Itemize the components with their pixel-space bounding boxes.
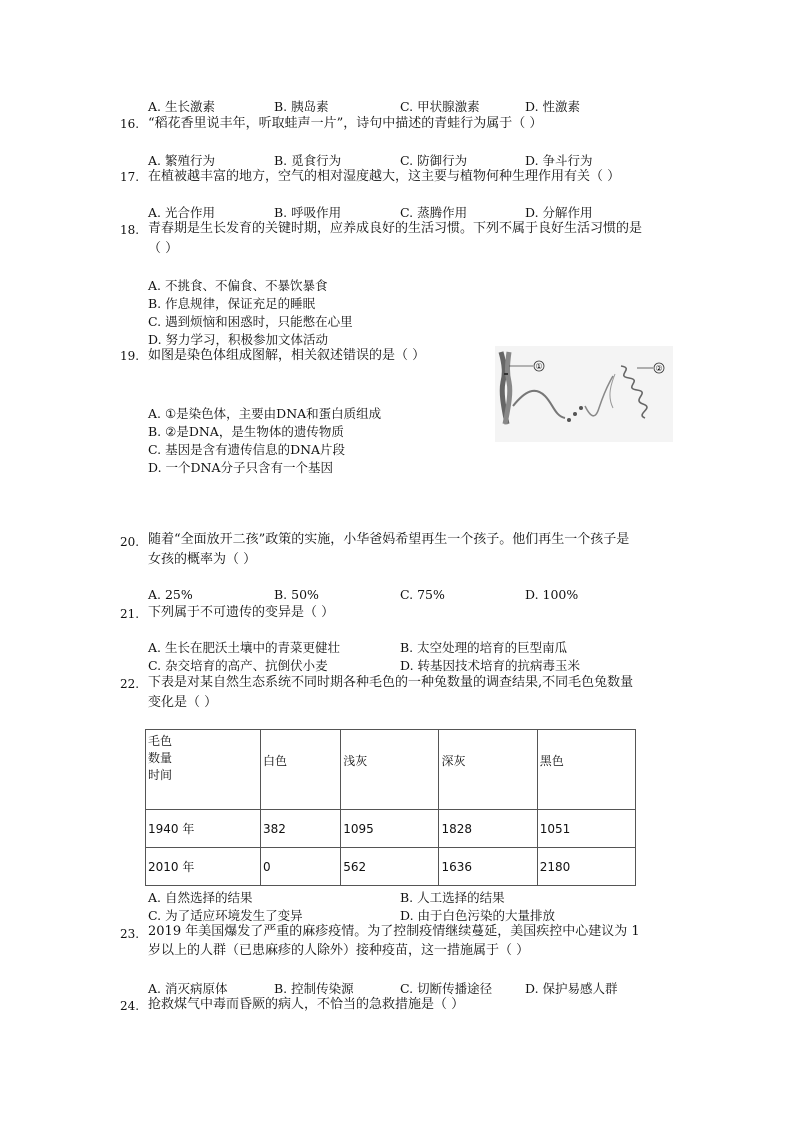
q15-option-a: A. 生长激素 [148,99,215,114]
q23-text-line2: 岁以上的人群（已患麻疹的人除外）接种疫苗，这一措施属于（ ） [148,943,530,958]
q22-number: 22. [120,677,140,691]
q18-text-line1: 青春期是生长发育的关键时期，应养成良好的生活习惯。下列不属于良好生活习惯的是 [148,221,643,236]
table-row [146,848,636,886]
q24-text: 抢救煤气中毒而昏厥的病人，不恰当的急救措施是（ ） [148,997,465,1012]
q22-option-d: D. 由于白色污染的大量排放 [400,908,556,923]
q16-option-a: A. 繁殖行为 [148,153,215,168]
q20-text-line2: 女孩的概率为（ ） [148,552,257,567]
q19-number: 19. [120,349,140,363]
q16-option-b: B. 觅食行为 [274,153,342,168]
column-header-light-gray: 浅灰 [341,730,439,810]
row-year-1940: 1940 年 [146,810,261,848]
q23-option-b: B. 控制传染源 [274,981,354,996]
q21-text: 下列属于不可遗传的变异是（ ） [148,605,335,620]
q24-number: 24. [120,999,140,1013]
q22-option-a: A. 自然选择的结果 [148,890,253,905]
column-header-dark-gray: 深灰 [439,730,537,810]
q21-number: 21. [120,607,140,621]
q19-option-a: A. ①是染色体，主要由DNA和蛋白质组成 [148,406,382,421]
q20-text-line1: 随着“全面放开二孩”政策的实施，小华爸妈希望再生一个孩子。他们再生一个孩子是 [148,532,630,547]
q23-option-c: C. 切断传播途径 [400,981,493,996]
q20-option-d: D. 100% [525,587,579,602]
cell-2010-black: 2180 [537,848,635,886]
cell-1940-dark-gray: 1828 [439,810,537,848]
q18-number: 18. [120,223,140,237]
cell-1940-white: 382 [261,810,341,848]
column-header-white: 白色 [261,730,341,810]
q23-number: 23. [120,927,140,941]
rabbit-color-table [145,729,636,886]
cell-1940-black: 1051 [537,810,635,848]
q20-option-a: A. 25% [148,587,193,602]
q22-option-b: B. 人工选择的结果 [400,890,505,905]
cell-2010-white: 0 [261,848,341,886]
cell-2010-dark-gray: 1636 [439,848,537,886]
q16-option-d: D. 争斗行为 [525,153,593,168]
q16-number: 16. [120,117,140,131]
q19-text: 如图是染色体组成图解，相关叙述错误的是（ ） [148,348,426,363]
chromosome-diagram [495,346,673,442]
q19-option-c: C. 基因是含有遗传信息的DNA片段 [148,442,346,457]
q17-number: 17. [120,170,140,184]
row-year-2010: 2010 年 [146,848,261,886]
q22-option-c: C. 为了适应环境发生了变异 [148,908,303,923]
q20-option-c: C. 75% [400,587,445,602]
q20-option-b: B. 50% [274,587,319,602]
q17-option-a: A. 光合作用 [148,205,215,220]
q18-option-d: D. 努力学习，积极参加文体活动 [148,332,329,347]
q20-number: 20. [120,535,140,549]
q18-option-b: B. 作息规律，保证充足的睡眠 [148,296,316,311]
figure-label-2: ② [655,364,663,373]
q21-option-a: A. 生长在肥沃土壤中的青菜更健壮 [148,640,340,655]
q22-text-line2: 变化是（ ） [148,695,218,710]
q15-option-c: C. 甲状腺激素 [400,99,480,114]
q21-option-b: B. 太空处理的培育的巨型南瓜 [400,640,568,655]
q17-option-c: C. 蒸腾作用 [400,205,468,220]
table-corner-cell [146,730,261,810]
q15-option-b: B. 胰岛素 [274,99,329,114]
table-header-row [146,730,636,810]
q16-option-c: C. 防御行为 [400,153,468,168]
table-row [146,810,636,848]
q19-option-d: D. 一个DNA分子只含有一个基因 [148,460,334,475]
q23-text-line1: 2019 年美国爆发了严重的麻疹疫情。为了控制疫情继续蔓延，美国疾控中心建议为 1 [148,924,640,939]
q17-text: 在植被越丰富的地方，空气的相对湿度越大，这主要与植物何种生理作用有关（ ） [148,169,621,184]
corner-label-time: 时间 [148,768,173,782]
q17-option-b: B. 呼吸作用 [274,205,342,220]
q23-option-d: D. 保护易感人群 [525,981,618,996]
q17-option-d: D. 分解作用 [525,205,593,220]
cell-2010-light-gray: 562 [341,848,439,886]
corner-label-color: 毛色 [148,734,173,748]
q16-text: “稻花香里说丰年，听取蛙声一片”，诗句中描述的青蛙行为属于（ ） [148,116,543,131]
corner-label-count: 数量 [148,751,173,765]
q18-option-c: C. 遇到烦恼和困惑时，只能憋在心里 [148,314,353,329]
q18-text-line2: （ ） [148,241,179,256]
q15-option-d: D. 性激素 [525,99,581,114]
column-header-black: 黑色 [537,730,635,810]
q21-option-d: D. 转基因技术培育的抗病毒玉米 [400,658,581,673]
q21-option-c: C. 杂交培育的高产、抗倒伏小麦 [148,658,328,673]
cell-1940-light-gray: 1095 [341,810,439,848]
q18-option-a: A. 不挑食、不偏食、不暴饮暴食 [148,278,328,293]
figure-label-1: ① [535,362,543,371]
q22-text-line1: 下表是对某自然生态系统不同时期各种毛色的一种兔数量的调查结果,不同毛色兔数量 [148,675,634,690]
q19-option-b: B. ②是DNA，是生物体的遗传物质 [148,424,344,439]
q23-option-a: A. 消灭病原体 [148,981,228,996]
